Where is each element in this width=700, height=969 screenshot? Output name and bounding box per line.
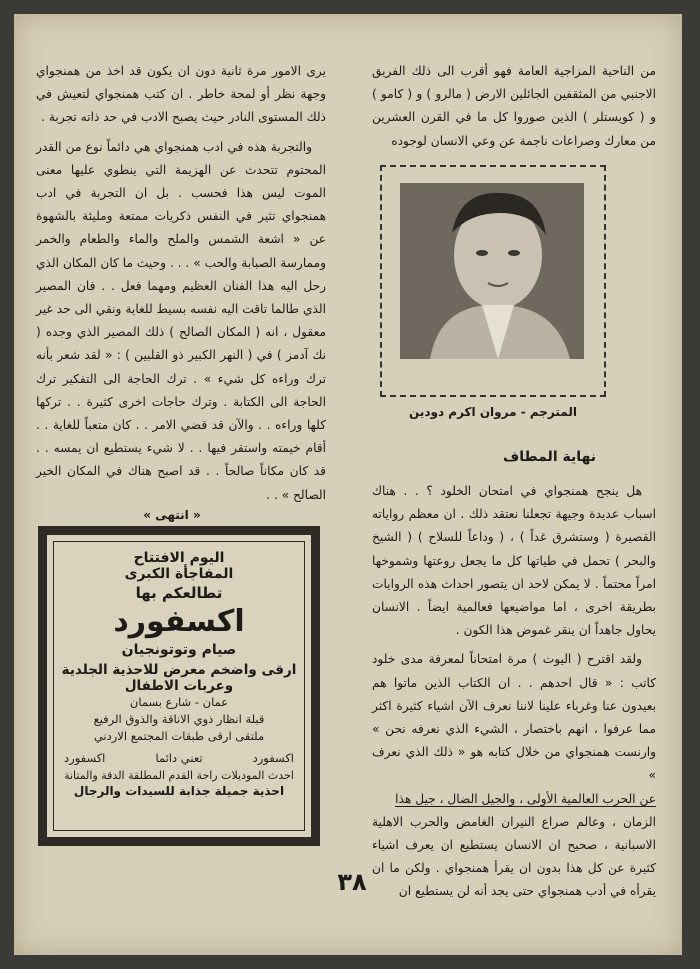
right-column <box>372 60 656 153</box>
left-column <box>36 60 326 507</box>
ad-content <box>53 541 305 831</box>
ad-owners: صيام وتوتونجيان <box>121 642 237 658</box>
left-paragraph-1: يرى الامور مرة ثانية دون ان يكون قد اخذ من همنجواي وجهة نظر أو لمحة خاطر . ان كتب همنجواي لتعيش في ذلك المستوى النادر حيث يصبح الادب في حد ذاته تجربة . <box>36 64 326 125</box>
section-heading: نهاية المطاف <box>503 449 596 465</box>
right-paragraph-2a: ولقد اقترح ( اليوت ) مرة امتحاناً لمعرفة مدى خلود كاتب : « قال احدهم . . ان الكتاب الذين ماتوا هم بعيدون عنا وغرباء علينا لاننا نعرف الآن اشياء كثيرة اكثر مما عرفوا ، انهم باختصار ، الشيء الذي نعرفه نحن » وارنست همنجواي من خلال كتابه هو « ذلك الذي نعرف » <box>372 652 656 783</box>
right-paragraph-1: هل ينجح همنجواي في امتحان الخلود ؟ . . هناك اسباب عديدة وجيهة تجعلنا نعتقد ذلك . ان معظم رواياته القصيرة ( وستشرق غداً ) ، ( وداعاً للسلاح ) ( الشيخ والبحر ) تحمل في طياتها كل ما يجعل روعتها وشموخها امراً محتماً . لا يمكن لاحد ان يتصور احداث هذه الروايات بطريقة اخرى ، اما مواضيعها فعالمية ايضاً . الانسان يحاول جاهداً ان ينقر غموض هذا الكون . <box>372 484 656 638</box>
ad-line-opening: اليوم الافتتاح <box>133 550 225 566</box>
ad-features: احدث الموديلات راحة القدم المطلقة الدقة والمتانة <box>64 769 294 782</box>
underlined-phrase: عن الحرب العالمية الأولى ، والجيل الضال ، جيل هذا <box>395 791 656 806</box>
oxford-advertisement <box>38 526 320 846</box>
ad-slogan-left: اكسفورد <box>64 751 106 765</box>
ad-final-line: احذية جميلة جذابة للسيدات والرجال <box>73 784 285 798</box>
ad-slogan-middle: تعني دائما <box>155 751 203 765</box>
ad-brand-name: اكسفورد <box>113 604 245 639</box>
ad-line-surprise: المفاجأة الكبرى <box>124 566 234 582</box>
portrait-silhouette-icon <box>400 183 584 359</box>
right-column-body <box>372 480 656 904</box>
magazine-page <box>14 14 682 955</box>
ad-line-presents: تطالعكم بها <box>135 584 223 602</box>
ad-location: عمان - شارع بسمان <box>129 695 229 709</box>
ad-strollers: وعربات الاطفال <box>124 678 234 694</box>
portrait-photo <box>400 183 584 359</box>
right-top-paragraph: من الناحية المزاجية العامة فهو أقرب الى ذلك الفريق الاجنبي من المثقفين الجائلين الارض ( مالرو ) و ( كامو ) و ( كويستلر ) الذين صوروا كل ما في القرن العشرين من معارك وصراعات ناجمة عن وعي الانسان لوجوده <box>372 64 656 148</box>
ad-tagline-2: ملتقى ارقى طبقات المجتمع الاردني <box>93 729 265 743</box>
right-paragraph-2b: الزمان ، وعالم صراع النيران الغامض والحرب الاهلية الاسبانية ، صحيح ان الانسان يستطيع ان يعرف اشياء كثيرة عن كل هذا بدون ان يقرأ همنجواي . ولكن ما ان يقرأه في أدب همنجواي حتى يجد أنه لن يستطيع ان <box>372 814 656 899</box>
photo-caption: المترجم - مروان اكرم دودين <box>409 405 577 419</box>
end-mark: « انتهى » <box>143 508 201 522</box>
ad-slogan-right: اكسفورد <box>252 751 294 765</box>
ad-slogan-row <box>54 751 304 765</box>
left-paragraph-2: والتجربة هذه في ادب همنجواي هي دائماً نوع من القدر المحتوم تتحدث عن الهزيمة التي ينطوي عليها معنى الموت ليس هذا فحسب . بل ان التجربة في ادب همنجواي تثير في النفس ذكريات ممتعة ومليئة بالشهوة عن « اشعة الشمس والملح والماء والطعام والخمر وممارسة الصبابة والحب » . . . وحيث ما كان المكان الذي رحل اليه هذا الفنان العظيم ومهما فعل . . فان المصير الذي طالما تاقت اليه نفسه بسيط للغاية ونقي الى حد غير معقول ، انه ( المكان الصالح ) ذلك المصير الذي وجده ( نك آدمز ) في ( النهر الكبير ذو القلبين ) : « لقد شعر بأنه ترك وراءه كل شيء » . ترك الحاجة الى التفكير ترك الحاجة الى الكتابة . وترك حاجات اخرى كثيرة . . تركها كلها وراءه . . والآن قد قضي الامر . . كان متعباً للغاية . . أقام خيمته واستقر فيها . . لا شيء يستطيع ان يمسه . . قد كان مكاناً صالحاً . . قد اصبح هناك في المكان الخير الصالح » . . <box>36 139 326 502</box>
portrait-frame <box>380 165 606 419</box>
right-paragraph-2-underlined <box>372 788 656 811</box>
ad-tagline-1: قبلة انظار ذوي الاناقة والذوق الرفيع <box>93 712 265 726</box>
ad-showroom: ارقى واضخم معرض للاحذية الجلدية <box>61 662 297 678</box>
page-number: ٣٨ <box>337 868 367 896</box>
